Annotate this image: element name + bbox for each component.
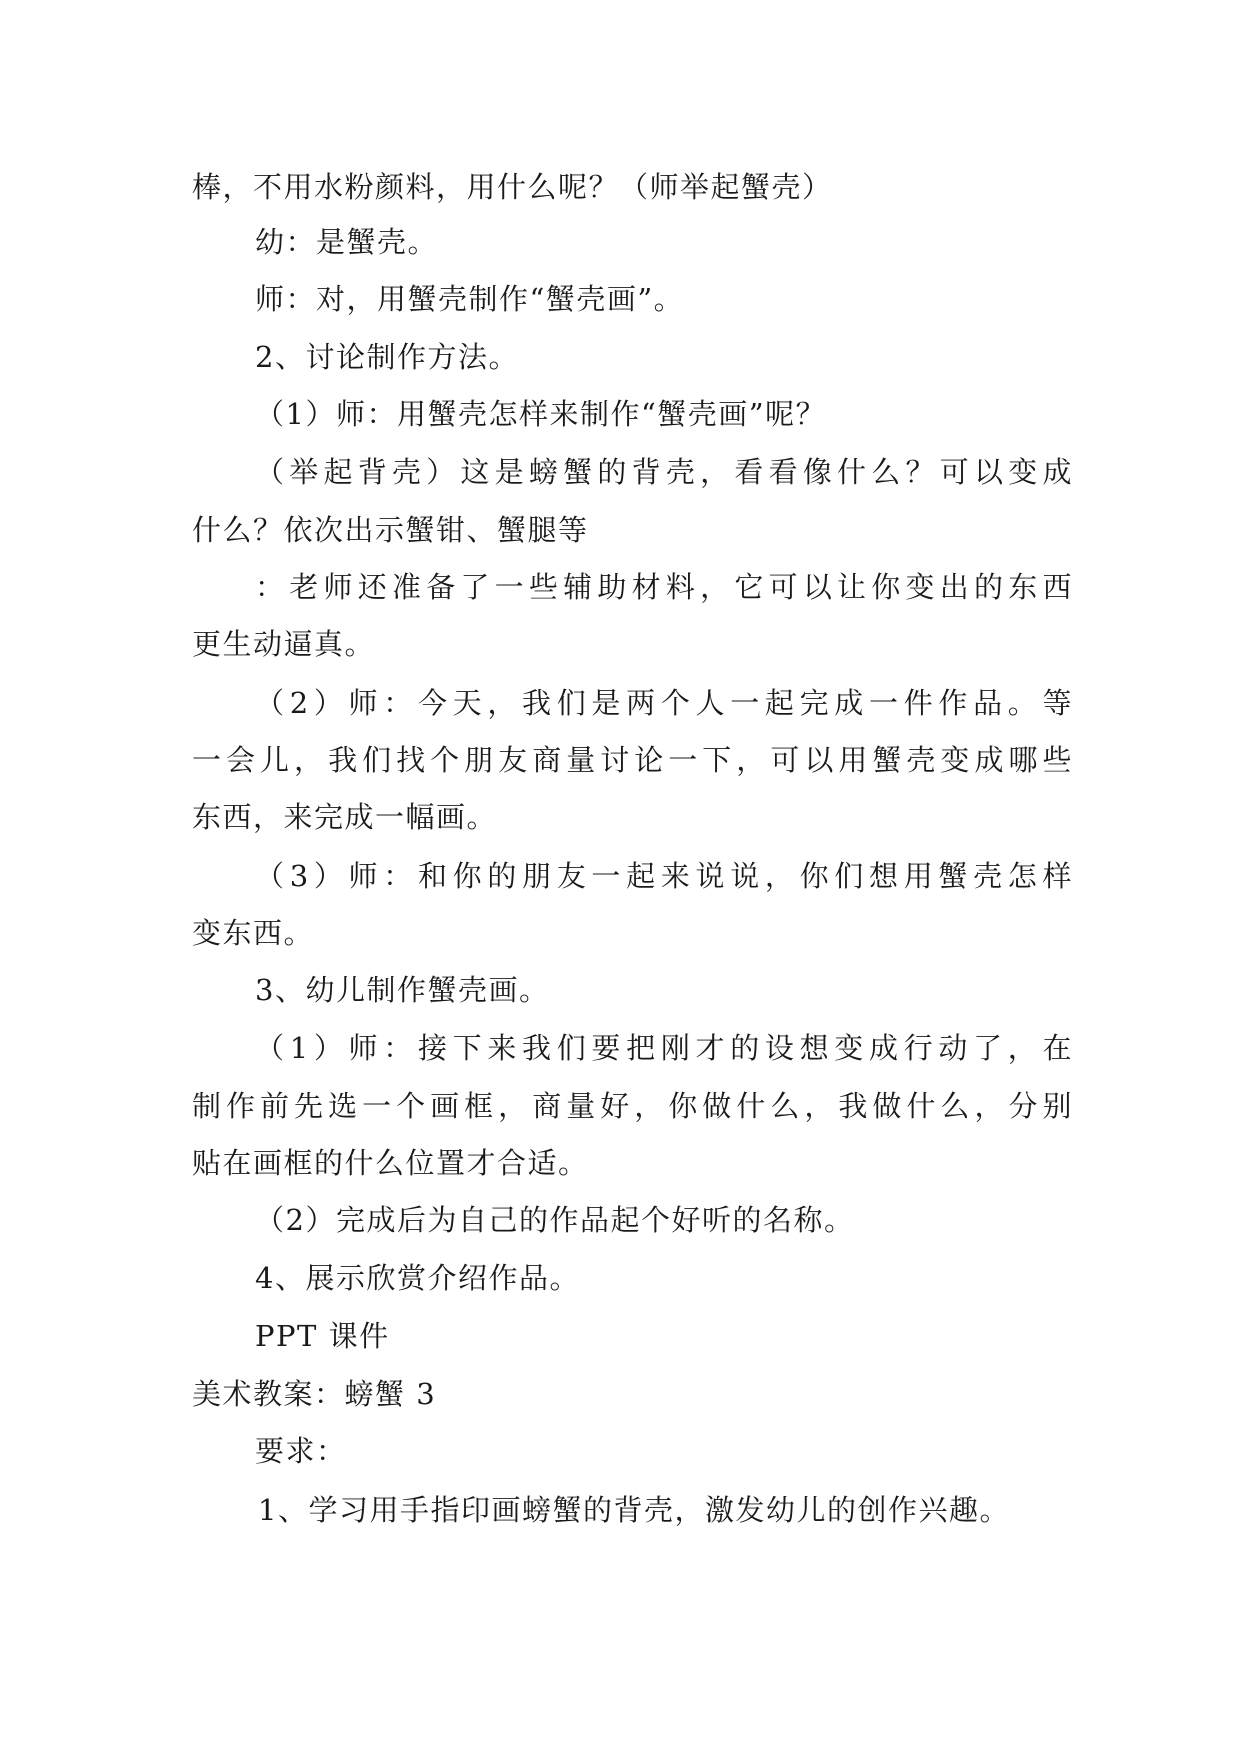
paragraph-line: 更生动逼真。 — [192, 627, 376, 661]
paragraph-line: PPT 课件 — [255, 1319, 390, 1353]
paragraph-line: （2）完成后为自己的作品起个好听的名称。 — [255, 1203, 855, 1237]
section-heading: 要求： — [255, 1434, 347, 1468]
paragraph-line: （举起背壳）这是螃蟹的背壳，看看像什么？可以变成 — [255, 455, 1073, 489]
paragraph-line: 棒，不用水粉颜料，用什么呢？（师举起蟹壳） — [192, 170, 833, 204]
paragraph-line: （2）师：今天，我们是两个人一起完成一件作品。等 — [255, 686, 1073, 720]
paragraph-line: 幼：是蟹壳。 — [255, 225, 439, 259]
paragraph-line: 师：对，用蟹壳制作“蟹壳画”。 — [255, 282, 685, 316]
paragraph-line: 一会儿，我们找个朋友商量讨论一下，可以用蟹壳变成哪些 — [192, 743, 1073, 777]
paragraph-line: 变东西。 — [192, 916, 315, 950]
paragraph-line: ：老师还准备了一些辅助材料，它可以让你变出的东西 — [255, 570, 1073, 604]
section-heading: 3、幼儿制作蟹壳画。 — [255, 973, 550, 1007]
document-title: 美术教案：螃蟹 3 — [192, 1377, 437, 1411]
paragraph-line: 贴在画框的什么位置才合适。 — [192, 1146, 589, 1180]
paragraph-line: 1、学习用手指印画螃蟹的背壳，激发幼儿的创作兴趣。 — [258, 1493, 1010, 1527]
section-heading: 2、讨论制作方法。 — [255, 340, 519, 374]
paragraph-line: （3）师：和你的朋友一起来说说，你们想用蟹壳怎样 — [255, 859, 1073, 893]
paragraph-line: 东西，来完成一幅画。 — [192, 800, 498, 834]
paragraph-line: （1）师：用蟹壳怎样来制作“蟹壳画”呢？ — [255, 397, 827, 431]
paragraph-line: 什么？依次出示蟹钳、蟹腿等 — [192, 513, 589, 547]
paragraph-line: （1）师：接下来我们要把刚才的设想变成行动了，在 — [255, 1031, 1073, 1065]
paragraph-line: 制作前先选一个画框，商量好，你做什么，我做什么，分别 — [192, 1089, 1073, 1123]
section-heading: 4、展示欣赏介绍作品。 — [255, 1261, 580, 1295]
